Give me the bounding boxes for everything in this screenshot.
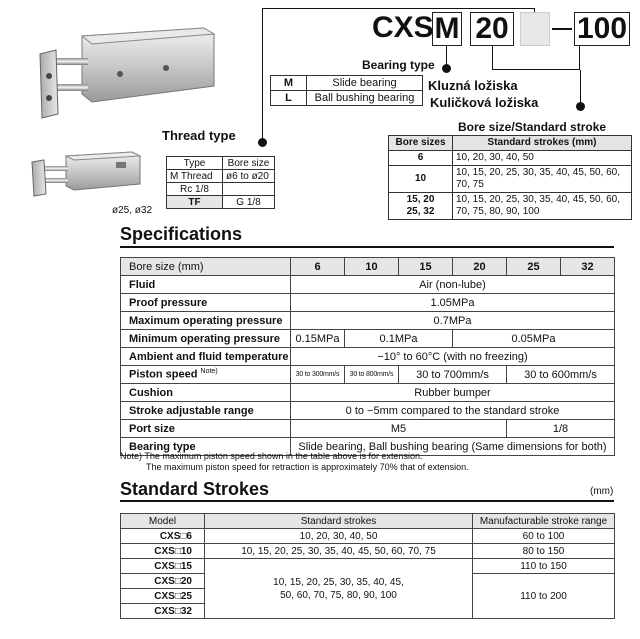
bore-standard-title: Bore size/Standard stroke — [458, 120, 607, 134]
std-header-row — [121, 514, 615, 529]
spec-label-cell — [121, 366, 291, 384]
bearing-type-title: Bearing type — [362, 58, 435, 72]
spec-row-piston-speed — [121, 366, 615, 384]
std-strokes-line-2: 50, 60, 70, 75, 80, 90, 100 — [280, 589, 397, 601]
spec-header-row — [121, 258, 615, 276]
specifications-table — [120, 257, 615, 456]
image-caption: ø25, ø32 — [112, 205, 153, 216]
spec-label: Ambient and fluid temperature — [121, 348, 291, 366]
std-header-range: Manufacturable stroke range — [473, 514, 615, 529]
spec-label: Cushion — [121, 384, 291, 402]
spec-bore-20: 20 — [453, 258, 507, 276]
std-model: CXS□20 — [121, 574, 205, 589]
bore-header: Bore sizes — [389, 136, 453, 151]
bore-leader-line — [492, 46, 580, 70]
spec-note-1: Note) The maximum piston speed shown in the table above is for extension. — [120, 451, 423, 461]
specifications-title: Specifications — [120, 224, 243, 244]
spec-row-cushion — [121, 384, 615, 402]
spec-bore-15: 15 — [399, 258, 453, 276]
spec-label: Stroke adjustable range — [121, 402, 291, 420]
spec-value: 0.15MPa — [291, 330, 345, 348]
bore-size-cell: 6 — [389, 151, 453, 166]
thread-bore-cell — [223, 183, 275, 196]
thread-header-bore: Bore size — [223, 157, 275, 170]
spec-value: 30 to 800mm/s — [345, 366, 399, 384]
standard-strokes-unit: (mm) — [590, 486, 614, 497]
bore-strokes-cell: 10, 15, 20, 25, 30, 35, 40, 45, 50, 60, 70, 75 — [453, 166, 632, 193]
bearing-code-box: M — [432, 12, 462, 46]
spec-bore-label: Bore size (mm) — [121, 258, 291, 276]
standard-strokes-rule — [120, 500, 614, 502]
model-prefix: CXS — [372, 11, 434, 44]
spec-value: Slide bearing, Ball bushing bearing (Same dimensions for both) — [291, 438, 615, 456]
spec-row-proof-pressure — [121, 294, 615, 312]
bore-strokes-cell: 10, 15, 20, 25, 30, 35, 40, 45, 50, 60, 70, 75, 80, 90, 100 — [453, 193, 632, 220]
spec-label: Minimum operating pressure — [121, 330, 291, 348]
std-row-10 — [121, 544, 615, 559]
bore-size-cell: 15, 20 25, 32 — [389, 193, 453, 220]
thread-header-type: Type — [167, 157, 223, 170]
std-range: 110 to 200 — [473, 574, 615, 619]
bore-row — [389, 151, 632, 166]
std-range: 80 to 150 — [473, 544, 615, 559]
bearing-leader-dot — [442, 64, 451, 73]
std-range: 60 to 100 — [473, 529, 615, 544]
std-strokes: 10, 15, 20, 25, 30, 35, 40, 45, 50, 60, 70, 75 — [205, 544, 473, 559]
std-header-model: Model — [121, 514, 205, 529]
spec-label: Proof pressure — [121, 294, 291, 312]
bore-header-row — [389, 136, 632, 151]
std-model: CXS□10 — [121, 544, 205, 559]
spec-value: 1/8 — [507, 420, 615, 438]
bore-code-box: 20 — [470, 12, 514, 46]
spec-value: −10° to 60°C (with no freezing) — [291, 348, 615, 366]
thread-type-cell: M Thread — [167, 170, 223, 183]
standard-strokes-table — [120, 513, 615, 619]
spec-value: Air (non-lube) — [291, 276, 615, 294]
thread-row — [167, 170, 275, 183]
bore-size-cell: 10 — [389, 166, 453, 193]
std-row-6 — [121, 529, 615, 544]
specifications-rule — [120, 246, 614, 248]
spec-bore-10: 10 — [345, 258, 399, 276]
thread-type-title: Thread type — [162, 128, 236, 143]
bore-row — [389, 193, 632, 220]
bearing-row-l — [271, 91, 423, 106]
bearing-row-m — [271, 76, 423, 91]
strokes-header: Standard strokes (mm) — [453, 136, 632, 151]
thread-leader-line-right — [534, 8, 535, 12]
spec-value: 30 to 300mm/s — [291, 366, 345, 384]
bearing-note-slide: Kluzná ložiska — [428, 78, 518, 93]
thread-row — [167, 196, 275, 209]
stroke-code-box: 100 — [574, 12, 630, 46]
thread-type-table — [166, 156, 275, 209]
standard-strokes-title: Standard Strokes — [120, 479, 270, 499]
thread-type-cell: TF — [167, 196, 223, 209]
thread-bore-cell: G 1/8 — [223, 196, 275, 209]
spec-bore-6: 6 — [291, 258, 345, 276]
std-model: CXS□15 — [121, 559, 205, 574]
spec-label: Port size — [121, 420, 291, 438]
spec-value: Rubber bumper — [291, 384, 615, 402]
code-dash — [552, 28, 572, 30]
std-row-15 — [121, 559, 615, 574]
spec-value: 1.05MPa — [291, 294, 615, 312]
spec-row-min-pressure — [121, 330, 615, 348]
spec-value: 0 to −5mm compared to the standard stroke — [291, 402, 615, 420]
thread-bore-cell: ø6 to ø20 — [223, 170, 275, 183]
spec-value: 0.1MPa — [345, 330, 453, 348]
spec-bore-32: 32 — [561, 258, 615, 276]
spec-row-stroke-range — [121, 402, 615, 420]
spec-value: 0.05MPa — [453, 330, 615, 348]
bore-row — [389, 166, 632, 193]
bore-standard-table — [388, 135, 632, 220]
bore-leader-dot — [576, 102, 585, 111]
spec-label: Maximum operating pressure — [121, 312, 291, 330]
std-model: CXS□6 — [121, 529, 205, 544]
std-strokes-cell — [205, 559, 473, 619]
std-model: CXS□25 — [121, 589, 205, 604]
std-strokes-line-1: 10, 15, 20, 25, 30, 35, 40, 45, — [273, 576, 404, 588]
spec-bore-25: 25 — [507, 258, 561, 276]
spec-value: 0.7MPa — [291, 312, 615, 330]
spec-value: 30 to 600mm/s — [507, 366, 615, 384]
spec-row-fluid — [121, 276, 615, 294]
spec-row-temperature — [121, 348, 615, 366]
thread-header-row — [167, 157, 275, 170]
thread-leader-dot — [258, 138, 267, 147]
std-header-strokes: Standard strokes — [205, 514, 473, 529]
std-strokes: 10, 20, 30, 40, 50 — [205, 529, 473, 544]
std-range: 110 to 150 — [473, 559, 615, 574]
spec-value: 30 to 700mm/s — [399, 366, 507, 384]
spec-label: Piston speed — [129, 368, 198, 381]
spec-value: M5 — [291, 420, 507, 438]
bearing-type-table — [270, 75, 423, 106]
bearing-desc: Ball bushing bearing — [307, 91, 423, 106]
spec-row-max-pressure — [121, 312, 615, 330]
bore-strokes-cell: 10, 20, 30, 40, 50 — [453, 151, 632, 166]
bearing-code: M — [271, 76, 307, 91]
thread-type-cell: Rc 1/8 — [167, 183, 223, 196]
spec-label: Bearing type — [121, 438, 291, 456]
bearing-code: L — [271, 91, 307, 106]
bore-leader-line-down — [580, 70, 581, 106]
std-model: CXS□32 — [121, 604, 205, 619]
spec-row-port-size — [121, 420, 615, 438]
spec-note-mark: Note) — [200, 368, 218, 376]
spec-label: Fluid — [121, 276, 291, 294]
spec-note-2: The maximum piston speed for retraction is approximately 70% that of extension. — [146, 462, 469, 472]
bearing-note-ball: Kuličková ložiska — [430, 95, 539, 110]
thread-row — [167, 183, 275, 196]
bearing-desc: Slide bearing — [307, 76, 423, 91]
